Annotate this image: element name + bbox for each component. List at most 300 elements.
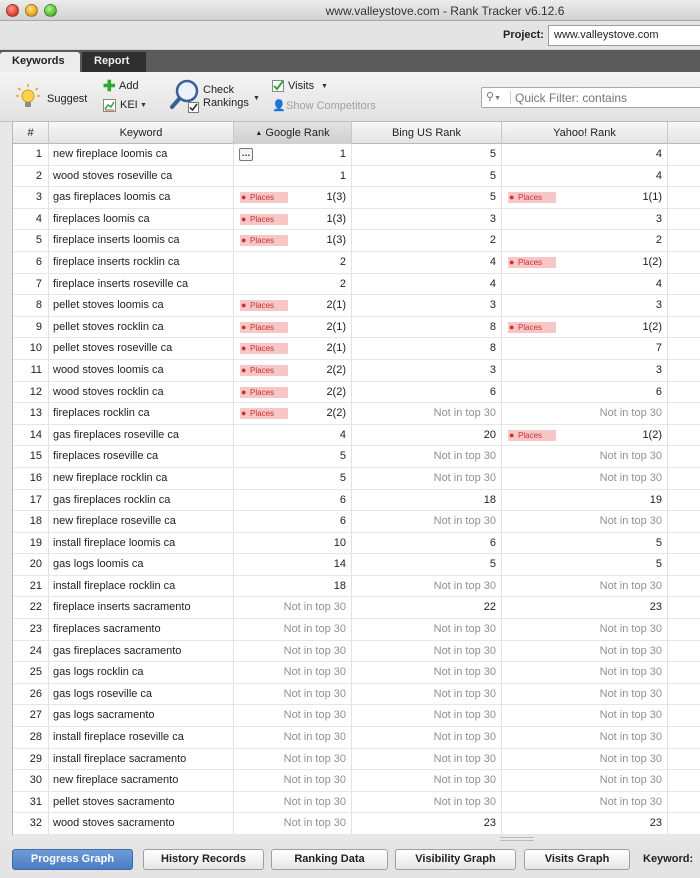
project-label: Project: xyxy=(503,29,544,41)
rank-value: Not in top 30 xyxy=(283,774,346,787)
rank-value: 1(1) xyxy=(642,191,662,204)
extra-cell xyxy=(668,166,700,187)
places-badge xyxy=(240,343,288,354)
yahoo-rank-cell xyxy=(502,403,668,424)
rank-value: 2 xyxy=(489,234,496,247)
rank-value: 18 xyxy=(333,579,346,592)
bing-rank-cell xyxy=(352,554,502,575)
places-badge xyxy=(240,322,288,333)
rank-value: 2(2) xyxy=(326,363,346,376)
extra-cell xyxy=(668,338,700,359)
map-pin-icon: ● xyxy=(241,192,247,203)
yahoo-rank-cell xyxy=(502,792,668,813)
rank-value: 4 xyxy=(489,277,496,290)
table-row[interactable] xyxy=(13,468,700,490)
rank-value: 10 xyxy=(333,536,346,549)
row-number: 14 xyxy=(13,425,49,446)
rank-value: 1(3) xyxy=(326,212,346,225)
row-number: 24 xyxy=(13,641,49,662)
table-row[interactable] xyxy=(13,144,700,166)
rank-value: 2 xyxy=(339,255,346,268)
rank-value: 6 xyxy=(339,493,346,506)
places-label: Places xyxy=(250,214,275,224)
rank-value: 4 xyxy=(339,428,346,441)
keyword-cell: fireplace inserts sacramento xyxy=(49,597,234,618)
project-field[interactable]: www.valleystove.com xyxy=(548,25,700,46)
rank-value: Not in top 30 xyxy=(433,644,496,657)
row-number: 18 xyxy=(13,511,49,532)
rank-value: 4 xyxy=(489,255,496,268)
yahoo-rank-cell xyxy=(502,727,668,748)
column-header-google-label: Google Rank xyxy=(265,127,330,139)
extra-cell xyxy=(668,749,700,770)
table-row[interactable] xyxy=(13,533,700,555)
rank-value: 4 xyxy=(655,148,662,160)
yahoo-rank-cell xyxy=(502,187,668,208)
table-row[interactable] xyxy=(13,641,700,663)
table-row[interactable] xyxy=(13,425,700,447)
kei-chart-icon xyxy=(103,99,116,112)
row-number: 17 xyxy=(13,490,49,511)
rank-value: 5 xyxy=(489,558,496,571)
google-rank-cell xyxy=(234,749,352,770)
rank-value: 14 xyxy=(333,558,346,571)
row-number: 5 xyxy=(13,230,49,251)
check-rankings-label-1: Check xyxy=(203,84,235,96)
title-bar xyxy=(0,0,700,21)
keyword-label: Keyword: xyxy=(643,853,694,865)
yahoo-rank-cell xyxy=(502,446,668,467)
yahoo-rank-cell xyxy=(502,338,668,359)
rank-value: 8 xyxy=(489,320,496,333)
rank-value: 6 xyxy=(489,385,496,398)
visits-dropdown[interactable] xyxy=(272,80,328,94)
rank-value: 18 xyxy=(483,493,496,506)
window-title: www.valleystove.com - Rank Tracker v6.12.6 xyxy=(325,4,565,18)
keyword-cell: gas fireplaces roseville ca xyxy=(49,425,234,446)
quick-filter[interactable] xyxy=(481,87,700,108)
places-label: Places xyxy=(518,430,543,440)
extra-cell xyxy=(668,511,700,532)
rank-value: Not in top 30 xyxy=(433,687,496,700)
yahoo-rank-cell xyxy=(502,468,668,489)
table-row[interactable] xyxy=(13,554,700,576)
row-number: 19 xyxy=(13,533,49,554)
google-rank-cell xyxy=(234,252,352,273)
rank-value: Not in top 30 xyxy=(433,450,496,463)
table-row[interactable] xyxy=(13,684,700,706)
extra-cell xyxy=(668,403,700,424)
extra-cell xyxy=(668,641,700,662)
progress-graph-button[interactable]: Progress Graph xyxy=(12,849,133,870)
row-number: 20 xyxy=(13,554,49,575)
bing-rank-cell xyxy=(352,684,502,705)
row-number: 16 xyxy=(13,468,49,489)
rank-value: Not in top 30 xyxy=(599,774,662,787)
rank-value: 3 xyxy=(655,299,662,312)
yahoo-rank-cell xyxy=(502,813,668,834)
keyword-cell: gas fireplaces loomis ca xyxy=(49,187,234,208)
rank-value: Not in top 30 xyxy=(433,774,496,787)
row-number: 32 xyxy=(13,813,49,834)
rank-value: 6 xyxy=(339,515,346,528)
rank-value: Not in top 30 xyxy=(599,450,662,463)
bing-rank-cell xyxy=(352,360,502,381)
more-options-button[interactable]: … xyxy=(239,148,253,161)
yahoo-rank-cell xyxy=(502,770,668,791)
table-row[interactable] xyxy=(13,662,700,684)
table-row[interactable] xyxy=(13,749,700,771)
rank-value: 2 xyxy=(655,234,662,247)
table-row[interactable] xyxy=(13,727,700,749)
plus-icon: ✚ xyxy=(103,78,116,95)
bing-rank-cell xyxy=(352,274,502,295)
filter-placeholder: Quick Filter: contains xyxy=(515,91,628,105)
keyword-cell: new fireplace loomis ca xyxy=(49,144,234,165)
keyword-cell: pellet stoves roseville ca xyxy=(49,338,234,359)
extra-cell xyxy=(668,490,700,511)
bing-rank-cell xyxy=(352,382,502,403)
keyword-cell: fireplaces loomis ca xyxy=(49,209,234,230)
table-row[interactable] xyxy=(13,274,700,296)
table-body xyxy=(13,144,700,835)
bing-rank-cell xyxy=(352,230,502,251)
bing-rank-cell xyxy=(352,576,502,597)
bing-rank-cell xyxy=(352,597,502,618)
table-row[interactable] xyxy=(13,446,700,468)
rank-value: 23 xyxy=(483,817,496,830)
keyword-cell: install fireplace roseville ca xyxy=(49,727,234,748)
google-rank-cell xyxy=(234,792,352,813)
rank-value: Not in top 30 xyxy=(599,666,662,679)
rank-value: Not in top 30 xyxy=(599,687,662,700)
yahoo-rank-cell xyxy=(502,490,668,511)
column-header-bing-rank[interactable]: Bing US Rank xyxy=(352,122,502,144)
rank-value: Not in top 30 xyxy=(283,795,346,808)
row-number: 1 xyxy=(13,144,49,165)
rank-value: 1(2) xyxy=(642,255,662,268)
google-rank-cell xyxy=(234,446,352,467)
places-badge xyxy=(240,214,288,225)
rank-value: 19 xyxy=(649,493,662,506)
map-pin-icon: ● xyxy=(241,364,247,375)
table-row[interactable] xyxy=(13,705,700,727)
rank-value: 2(1) xyxy=(326,320,346,333)
table-row[interactable] xyxy=(13,209,700,231)
extra-cell xyxy=(668,597,700,618)
table-row[interactable] xyxy=(13,317,700,339)
table-row[interactable] xyxy=(13,252,700,274)
visibility-graph-button[interactable]: Visibility Graph xyxy=(395,849,516,870)
yahoo-rank-cell xyxy=(502,684,668,705)
keyword-cell: gas logs rocklin ca xyxy=(49,662,234,683)
places-badge xyxy=(240,408,288,419)
table-row[interactable] xyxy=(13,403,700,425)
rank-value: 23 xyxy=(649,817,662,830)
rank-value: Not in top 30 xyxy=(433,795,496,808)
extra-cell xyxy=(668,770,700,791)
rank-value: Not in top 30 xyxy=(433,752,496,765)
checkbox-checked-icon xyxy=(188,102,199,113)
bing-rank-cell xyxy=(352,749,502,770)
google-rank-cell xyxy=(234,209,352,230)
google-rank-cell xyxy=(234,468,352,489)
history-records-button[interactable]: History Records xyxy=(143,849,264,870)
ranking-data-button[interactable]: Ranking Data xyxy=(271,849,388,870)
keyword-cell: gas fireplaces rocklin ca xyxy=(49,490,234,511)
rank-value: 5 xyxy=(489,191,496,204)
bing-rank-cell xyxy=(352,511,502,532)
keyword-cell: gas logs sacramento xyxy=(49,705,234,726)
google-rank-cell xyxy=(234,425,352,446)
column-header-extra[interactable] xyxy=(668,122,700,144)
show-competitors-button[interactable] xyxy=(272,100,382,114)
google-rank-cell xyxy=(234,705,352,726)
places-badge xyxy=(240,365,288,376)
table-row[interactable] xyxy=(13,576,700,598)
extra-cell xyxy=(668,727,700,748)
google-rank-cell xyxy=(234,770,352,791)
table-row[interactable] xyxy=(13,230,700,252)
rank-value: 5 xyxy=(655,536,662,549)
keyword-cell: gas logs loomis ca xyxy=(49,554,234,575)
main-tabs xyxy=(0,50,700,72)
yahoo-rank-cell xyxy=(502,382,668,403)
rank-value: Not in top 30 xyxy=(283,709,346,722)
google-rank-cell xyxy=(234,533,352,554)
keyword-cell: gas logs roseville ca xyxy=(49,684,234,705)
table-row[interactable] xyxy=(13,792,700,814)
extra-cell xyxy=(668,144,700,165)
row-number: 10 xyxy=(13,338,49,359)
rank-value: 1(2) xyxy=(642,428,662,441)
row-number: 13 xyxy=(13,403,49,424)
visits-checkmark-icon xyxy=(272,80,285,92)
keyword-cell: pellet stoves loomis ca xyxy=(49,295,234,316)
extra-cell xyxy=(668,813,700,834)
rank-value: 5 xyxy=(655,558,662,571)
table-row[interactable] xyxy=(13,295,700,317)
chevron-down-icon: ▼ xyxy=(321,83,328,90)
keywords-table xyxy=(12,122,700,835)
row-number: 30 xyxy=(13,770,49,791)
row-number: 28 xyxy=(13,727,49,748)
places-badge xyxy=(508,192,556,203)
map-pin-icon: ● xyxy=(241,235,247,246)
rank-value: 1(2) xyxy=(642,320,662,333)
extra-cell xyxy=(668,187,700,208)
extra-cell xyxy=(668,554,700,575)
extra-cell xyxy=(668,792,700,813)
tab-keywords[interactable]: Keywords xyxy=(0,52,80,72)
bing-rank-cell xyxy=(352,425,502,446)
table-row[interactable] xyxy=(13,187,700,209)
map-pin-icon: ● xyxy=(241,343,247,354)
rank-value: Not in top 30 xyxy=(599,623,662,636)
google-rank-cell xyxy=(234,403,352,424)
table-row[interactable] xyxy=(13,597,700,619)
bing-rank-cell xyxy=(352,468,502,489)
bing-rank-cell xyxy=(352,813,502,834)
google-rank-cell xyxy=(234,230,352,251)
yahoo-rank-cell xyxy=(502,144,668,165)
visits-graph-button[interactable]: Visits Graph xyxy=(524,849,630,870)
extra-cell xyxy=(668,382,700,403)
rank-value: 5 xyxy=(339,450,346,463)
keyword-cell: fireplaces sacramento xyxy=(49,619,234,640)
yahoo-rank-cell xyxy=(502,662,668,683)
keyword-cell: fireplaces roseville ca xyxy=(49,446,234,467)
bing-rank-cell xyxy=(352,166,502,187)
extra-cell xyxy=(668,295,700,316)
yahoo-rank-cell xyxy=(502,533,668,554)
column-header-number[interactable]: # xyxy=(13,122,49,144)
map-pin-icon: ● xyxy=(241,386,247,397)
rank-value: Not in top 30 xyxy=(433,515,496,528)
google-rank-cell xyxy=(234,338,352,359)
rank-value: Not in top 30 xyxy=(599,795,662,808)
bing-rank-cell xyxy=(352,641,502,662)
rank-value: 1(3) xyxy=(326,191,346,204)
yahoo-rank-cell xyxy=(502,749,668,770)
person-icon: 👤 xyxy=(272,100,286,112)
rank-value: 3 xyxy=(655,363,662,376)
rank-value: 2 xyxy=(339,277,346,290)
places-badge xyxy=(240,387,288,398)
bing-rank-cell xyxy=(352,727,502,748)
google-rank-cell xyxy=(234,295,352,316)
row-number: 12 xyxy=(13,382,49,403)
table-row[interactable] xyxy=(13,166,700,188)
places-label: Places xyxy=(250,409,275,419)
bing-rank-cell xyxy=(352,144,502,165)
rank-value: 22 xyxy=(483,601,496,614)
table-row[interactable] xyxy=(13,382,700,404)
column-header-google-rank[interactable] xyxy=(234,122,352,144)
rank-value: 5 xyxy=(339,471,346,484)
table-row[interactable] xyxy=(13,360,700,382)
check-rankings-button[interactable] xyxy=(170,79,260,115)
toolbar xyxy=(0,72,700,122)
bing-rank-cell xyxy=(352,403,502,424)
rank-value: 3 xyxy=(489,363,496,376)
places-label: Places xyxy=(518,257,543,267)
extra-cell xyxy=(668,533,700,554)
extra-cell xyxy=(668,274,700,295)
keyword-cell: install fireplace sacramento xyxy=(49,749,234,770)
row-number: 25 xyxy=(13,662,49,683)
project-bar xyxy=(0,21,700,50)
rank-value: Not in top 30 xyxy=(599,709,662,722)
keyword-cell: wood stoves sacramento xyxy=(49,813,234,834)
row-number: 29 xyxy=(13,749,49,770)
map-pin-icon: ● xyxy=(241,408,247,419)
yahoo-rank-cell xyxy=(502,295,668,316)
filter-divider xyxy=(510,91,511,104)
google-rank-cell xyxy=(234,317,352,338)
column-header-yahoo-rank[interactable]: Yahoo! Rank xyxy=(502,122,668,144)
google-rank-cell xyxy=(234,662,352,683)
yahoo-rank-cell xyxy=(502,274,668,295)
google-rank-cell xyxy=(234,727,352,748)
places-label: Places xyxy=(250,322,275,332)
yahoo-rank-cell xyxy=(502,230,668,251)
rank-value: Not in top 30 xyxy=(283,687,346,700)
kei-dropdown[interactable] xyxy=(103,99,149,113)
places-label: Places xyxy=(518,322,543,332)
places-label: Places xyxy=(250,193,275,203)
table-row[interactable] xyxy=(13,490,700,512)
extra-cell xyxy=(668,425,700,446)
keyword-cell: wood stoves roseville ca xyxy=(49,166,234,187)
kei-label: KEI xyxy=(120,99,138,111)
bing-rank-cell xyxy=(352,187,502,208)
yahoo-rank-cell xyxy=(502,209,668,230)
yahoo-rank-cell xyxy=(502,597,668,618)
extra-cell xyxy=(668,468,700,489)
column-header-keyword[interactable]: Keyword xyxy=(49,122,234,144)
table-row[interactable] xyxy=(13,813,700,835)
places-label: Places xyxy=(250,301,275,311)
table-row[interactable] xyxy=(13,619,700,641)
table-row[interactable] xyxy=(13,511,700,533)
rank-value: 3 xyxy=(655,212,662,225)
search-icon[interactable]: ⚲▼ xyxy=(486,91,501,103)
extra-cell xyxy=(668,705,700,726)
rank-value: Not in top 30 xyxy=(599,579,662,592)
places-label: Places xyxy=(250,387,275,397)
table-row[interactable] xyxy=(13,338,700,360)
bing-rank-cell xyxy=(352,705,502,726)
places-badge xyxy=(508,257,556,268)
row-number: 9 xyxy=(13,317,49,338)
map-pin-icon: ● xyxy=(241,321,247,332)
sort-ascending-icon: ▲ xyxy=(255,130,263,137)
rank-value: Not in top 30 xyxy=(433,407,496,420)
yahoo-rank-cell xyxy=(502,554,668,575)
places-badge xyxy=(508,322,556,333)
google-rank-cell xyxy=(234,619,352,640)
row-number: 6 xyxy=(13,252,49,273)
extra-cell xyxy=(668,576,700,597)
rank-value: Not in top 30 xyxy=(599,644,662,657)
extra-cell xyxy=(668,619,700,640)
keyword-cell: pellet stoves sacramento xyxy=(49,792,234,813)
bing-rank-cell xyxy=(352,338,502,359)
tab-report[interactable]: Report xyxy=(82,52,146,72)
bing-rank-cell xyxy=(352,490,502,511)
rank-value: 3 xyxy=(489,299,496,312)
row-number: 22 xyxy=(13,597,49,618)
google-rank-cell xyxy=(234,511,352,532)
chevron-down-icon: ▼ xyxy=(253,95,260,102)
show-competitors-label: Show Competitors xyxy=(286,100,376,112)
yahoo-rank-cell xyxy=(502,360,668,381)
yahoo-rank-cell xyxy=(502,252,668,273)
map-pin-icon: ● xyxy=(241,300,247,311)
keyword-cell: install fireplace loomis ca xyxy=(49,533,234,554)
google-rank-cell xyxy=(234,641,352,662)
table-row[interactable] xyxy=(13,770,700,792)
rank-value: 1(3) xyxy=(326,234,346,247)
google-rank-cell xyxy=(234,166,352,187)
rank-value: Not in top 30 xyxy=(283,623,346,636)
keyword-cell: wood stoves rocklin ca xyxy=(49,382,234,403)
rank-value: Not in top 30 xyxy=(599,407,662,420)
row-number: 21 xyxy=(13,576,49,597)
rank-value: 8 xyxy=(489,342,496,355)
extra-cell xyxy=(668,446,700,467)
